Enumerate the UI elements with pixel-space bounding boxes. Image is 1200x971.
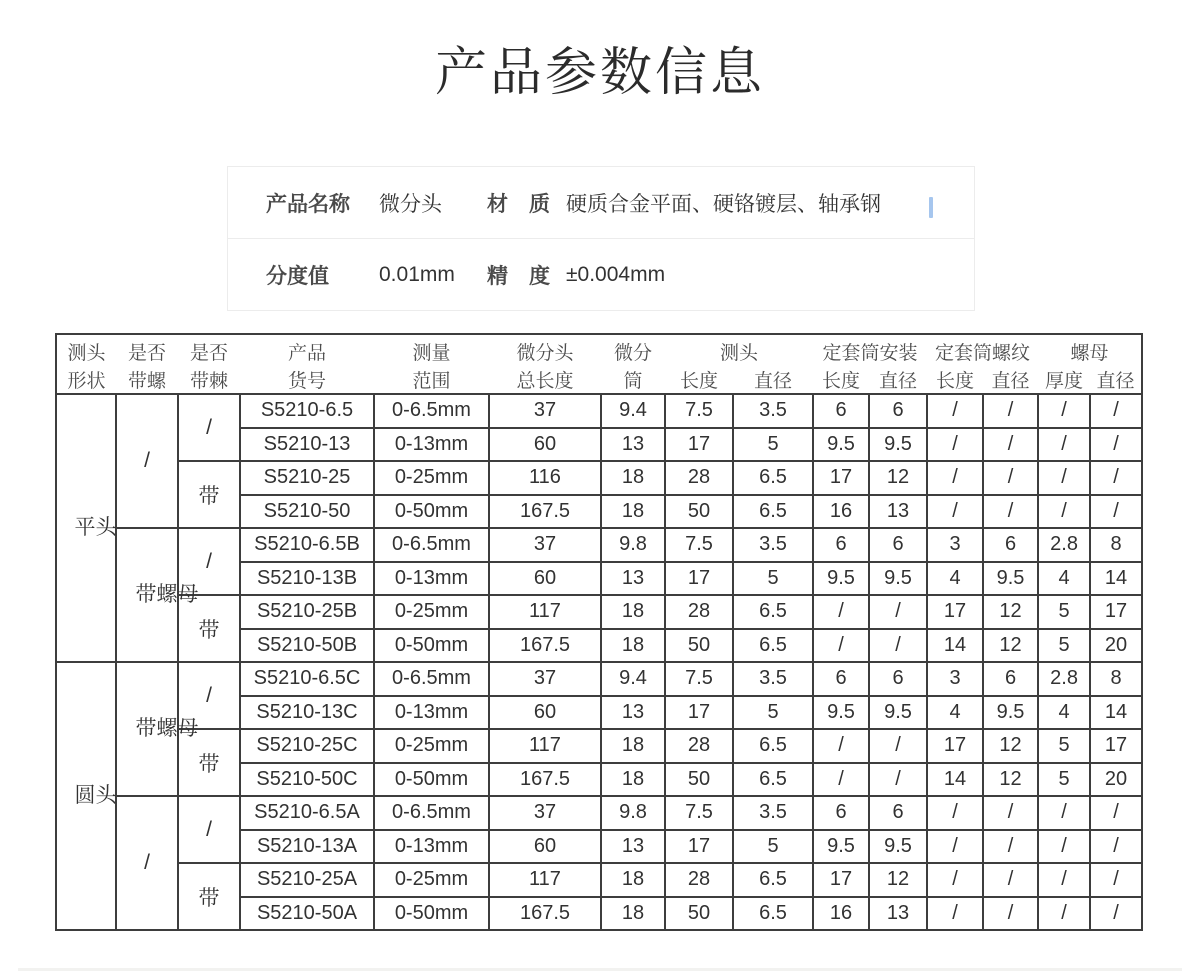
table-cell: 18 bbox=[601, 863, 665, 897]
table-cell: 6.5 bbox=[733, 595, 813, 629]
table-cell: 3 bbox=[927, 528, 983, 562]
table-cell: / bbox=[1090, 394, 1142, 428]
table-cell: 0-6.5mm bbox=[374, 528, 489, 562]
table-cell: 6.5 bbox=[733, 763, 813, 797]
table-cell: 37 bbox=[489, 528, 601, 562]
table-cell: 17 bbox=[665, 562, 733, 596]
table-cell: 50 bbox=[665, 897, 733, 931]
cell-product-code: S5210-50A bbox=[240, 897, 374, 931]
table-cell: 3 bbox=[927, 662, 983, 696]
table-cell: / bbox=[1038, 495, 1090, 529]
table-cell: 13 bbox=[601, 696, 665, 730]
table-cell: 6 bbox=[813, 796, 869, 830]
header-cell: 直径 bbox=[733, 366, 813, 394]
info-row-graduation-accuracy bbox=[228, 239, 974, 310]
table-cell: 20 bbox=[1090, 629, 1142, 663]
text-caret bbox=[929, 197, 933, 218]
table-cell: / bbox=[1038, 897, 1090, 931]
table-cell: 8 bbox=[1090, 662, 1142, 696]
table-cell: / bbox=[1038, 796, 1090, 830]
merged-cell-ratchet: / bbox=[178, 394, 240, 461]
table-cell: 0-50mm bbox=[374, 495, 489, 529]
table-cell: / bbox=[927, 428, 983, 462]
shape-label: 圆头 bbox=[74, 784, 117, 808]
table-cell: 5 bbox=[1038, 729, 1090, 763]
table-cell: 0-50mm bbox=[374, 897, 489, 931]
table-cell: 0-6.5mm bbox=[374, 796, 489, 830]
cell-product-code: S5210-25 bbox=[240, 461, 374, 495]
table-cell: 13 bbox=[869, 897, 927, 931]
table-cell: 6.5 bbox=[733, 729, 813, 763]
table-cell: / bbox=[1090, 830, 1142, 864]
table-cell: / bbox=[1038, 830, 1090, 864]
merged-cell-screw bbox=[116, 796, 178, 930]
table-cell: 0-25mm bbox=[374, 461, 489, 495]
table-cell: 18 bbox=[601, 461, 665, 495]
header-cell: 测量 bbox=[412, 343, 451, 364]
table-cell: / bbox=[983, 796, 1038, 830]
table-cell: 0-50mm bbox=[374, 629, 489, 663]
table-cell: 5 bbox=[733, 428, 813, 462]
table-cell: / bbox=[869, 629, 927, 663]
table-cell: 60 bbox=[489, 830, 601, 864]
table-cell: 167.5 bbox=[489, 629, 601, 663]
table-cell: 6.5 bbox=[733, 897, 813, 931]
table-cell: / bbox=[1090, 863, 1142, 897]
table-cell: 6.5 bbox=[733, 461, 813, 495]
merged-cell-ratchet: 带 bbox=[178, 729, 240, 796]
table-row bbox=[56, 662, 1142, 696]
table-cell: 0-13mm bbox=[374, 562, 489, 596]
table-cell: 13 bbox=[869, 495, 927, 529]
table-cell: / bbox=[1090, 796, 1142, 830]
merged-cell-screw bbox=[116, 394, 178, 528]
table-cell: / bbox=[927, 461, 983, 495]
material-label: 材 质 bbox=[487, 192, 550, 216]
table-cell: 17 bbox=[813, 863, 869, 897]
table-cell: 9.5 bbox=[813, 428, 869, 462]
table-cell: 16 bbox=[813, 897, 869, 931]
material-value: 硬质合金平面、硬铬镀层、轴承钢 bbox=[566, 192, 881, 216]
shape-label: 平头 bbox=[74, 516, 117, 540]
screw-label: 带螺母 bbox=[135, 583, 199, 607]
table-cell: 37 bbox=[489, 394, 601, 428]
header-cell: 是否 bbox=[127, 343, 166, 364]
table-cell: 5 bbox=[733, 696, 813, 730]
table-cell: 5 bbox=[733, 562, 813, 596]
merged-cell-ratchet: 带 bbox=[178, 461, 240, 528]
accuracy-label: 精 度 bbox=[487, 264, 550, 288]
cell-product-code: S5210-25A bbox=[240, 863, 374, 897]
table-cell: 0-25mm bbox=[374, 863, 489, 897]
table-cell: 20 bbox=[1090, 763, 1142, 797]
table-row bbox=[56, 796, 1142, 830]
table-cell: 17 bbox=[927, 729, 983, 763]
table-cell: 18 bbox=[601, 595, 665, 629]
table-cell: / bbox=[983, 428, 1038, 462]
table-cell: / bbox=[983, 394, 1038, 428]
table-cell: 17 bbox=[1090, 729, 1142, 763]
table-cell: 8 bbox=[1090, 528, 1142, 562]
table-cell: 5 bbox=[733, 830, 813, 864]
table-cell: 37 bbox=[489, 796, 601, 830]
table-cell: 6 bbox=[983, 662, 1038, 696]
table-cell: 9.4 bbox=[601, 394, 665, 428]
table-cell: / bbox=[1038, 394, 1090, 428]
table-cell: 6.5 bbox=[733, 863, 813, 897]
table-cell: 13 bbox=[601, 428, 665, 462]
table-cell: / bbox=[983, 830, 1038, 864]
header-cell: 直径 bbox=[983, 366, 1038, 394]
merged-cell-shape bbox=[56, 394, 116, 662]
table-cell: / bbox=[813, 629, 869, 663]
table-cell: 5 bbox=[1038, 629, 1090, 663]
table-cell: 37 bbox=[489, 662, 601, 696]
header-cell: 测头 bbox=[67, 343, 106, 364]
spec-table-wrap bbox=[55, 333, 1143, 931]
table-cell: 14 bbox=[927, 629, 983, 663]
table-cell: / bbox=[1038, 461, 1090, 495]
table-cell: 3.5 bbox=[733, 528, 813, 562]
cell-product-code: S5210-13B bbox=[240, 562, 374, 596]
table-cell: / bbox=[927, 394, 983, 428]
screw-label: / bbox=[144, 851, 150, 875]
table-cell: 17 bbox=[665, 428, 733, 462]
header-cell: 货号 bbox=[240, 366, 374, 394]
table-cell: 0-6.5mm bbox=[374, 394, 489, 428]
table-cell: 6 bbox=[983, 528, 1038, 562]
table-cell: / bbox=[1090, 428, 1142, 462]
cell-product-code: S5210-25B bbox=[240, 595, 374, 629]
table-cell: 4 bbox=[1038, 696, 1090, 730]
table-cell: 6.5 bbox=[733, 495, 813, 529]
table-cell: 2.8 bbox=[1038, 528, 1090, 562]
table-cell: / bbox=[983, 495, 1038, 529]
table-cell: 3.5 bbox=[733, 796, 813, 830]
table-cell: 9.8 bbox=[601, 796, 665, 830]
table-row bbox=[56, 863, 1142, 897]
table-cell: / bbox=[927, 830, 983, 864]
merged-cell-shape bbox=[56, 662, 116, 930]
header-group-probe: 测头 bbox=[720, 343, 759, 364]
table-cell: 18 bbox=[601, 763, 665, 797]
header-cell: 筒 bbox=[601, 366, 665, 394]
table-cell: / bbox=[813, 729, 869, 763]
table-cell: 50 bbox=[665, 763, 733, 797]
table-cell: 167.5 bbox=[489, 495, 601, 529]
table-cell: 0-50mm bbox=[374, 763, 489, 797]
header-row-bottom bbox=[56, 366, 1142, 394]
table-cell: 12 bbox=[869, 461, 927, 495]
table-cell: 12 bbox=[983, 629, 1038, 663]
table-cell: 6 bbox=[869, 394, 927, 428]
table-cell: / bbox=[869, 595, 927, 629]
table-cell: 16 bbox=[813, 495, 869, 529]
table-cell: 0-25mm bbox=[374, 595, 489, 629]
merged-cell-screw bbox=[116, 662, 199, 796]
table-cell: 28 bbox=[665, 863, 733, 897]
header-cell: 范围 bbox=[374, 366, 489, 394]
table-cell: / bbox=[983, 461, 1038, 495]
product-info-box bbox=[227, 166, 975, 311]
table-cell: 28 bbox=[665, 729, 733, 763]
table-cell: 9.8 bbox=[601, 528, 665, 562]
cell-product-code: S5210-50 bbox=[240, 495, 374, 529]
merged-cell-ratchet: / bbox=[178, 528, 240, 595]
header-cell: 直径 bbox=[1090, 366, 1142, 394]
cell-product-code: S5210-50B bbox=[240, 629, 374, 663]
table-cell: 60 bbox=[489, 696, 601, 730]
table-cell: 12 bbox=[983, 595, 1038, 629]
table-cell: 6.5 bbox=[733, 629, 813, 663]
table-cell: 9.5 bbox=[869, 696, 927, 730]
table-cell: 6 bbox=[869, 662, 927, 696]
table-cell: 116 bbox=[489, 461, 601, 495]
table-body bbox=[56, 394, 1142, 930]
table-cell: 17 bbox=[1090, 595, 1142, 629]
table-cell: 4 bbox=[927, 696, 983, 730]
cell-product-code: S5210-13A bbox=[240, 830, 374, 864]
header-cell: 微分 bbox=[613, 343, 652, 364]
table-cell: 6 bbox=[869, 528, 927, 562]
screw-label: 带螺母 bbox=[135, 717, 199, 741]
table-cell: / bbox=[927, 897, 983, 931]
table-cell: 28 bbox=[665, 461, 733, 495]
table-cell: / bbox=[983, 897, 1038, 931]
table-cell: 28 bbox=[665, 595, 733, 629]
table-cell: 9.5 bbox=[813, 696, 869, 730]
table-cell: 9.5 bbox=[813, 830, 869, 864]
table-cell: / bbox=[813, 763, 869, 797]
table-cell: / bbox=[1090, 461, 1142, 495]
table-cell: 7.5 bbox=[665, 662, 733, 696]
table-cell: 17 bbox=[665, 696, 733, 730]
header-cell: 直径 bbox=[869, 366, 927, 394]
table-cell: 60 bbox=[489, 428, 601, 462]
header-group-sleeve-thread: 定套筒螺纹 bbox=[935, 343, 1031, 364]
table-cell: / bbox=[927, 863, 983, 897]
cell-product-code: S5210-25C bbox=[240, 729, 374, 763]
cell-product-code: S5210-6.5B bbox=[240, 528, 374, 562]
table-cell: 117 bbox=[489, 729, 601, 763]
header-group-sleeve-install: 定套筒安装 bbox=[822, 343, 918, 364]
table-cell: / bbox=[813, 595, 869, 629]
header-cell: 带棘 bbox=[178, 366, 240, 394]
table-cell: / bbox=[1090, 897, 1142, 931]
table-cell: 7.5 bbox=[665, 796, 733, 830]
cell-product-code: S5210-6.5A bbox=[240, 796, 374, 830]
accuracy-value: ±0.004mm bbox=[566, 262, 666, 286]
table-row bbox=[56, 729, 1142, 763]
table-cell: 6 bbox=[869, 796, 927, 830]
table-cell: 12 bbox=[983, 763, 1038, 797]
spec-table bbox=[55, 333, 1143, 931]
table-cell: / bbox=[927, 495, 983, 529]
merged-cell-ratchet: / bbox=[178, 662, 240, 729]
header-cell: 产品 bbox=[287, 343, 326, 364]
merged-cell-screw bbox=[116, 528, 199, 662]
table-cell: 0-13mm bbox=[374, 830, 489, 864]
table-row bbox=[56, 528, 1142, 562]
info-row-name-material bbox=[228, 167, 974, 239]
table-cell: 12 bbox=[983, 729, 1038, 763]
table-cell: / bbox=[869, 763, 927, 797]
header-cell: 长度 bbox=[927, 366, 983, 394]
header-cell: 微分头 bbox=[516, 343, 574, 364]
screw-label: / bbox=[144, 449, 150, 473]
table-cell: 6 bbox=[813, 394, 869, 428]
header-cell: 总长度 bbox=[489, 366, 601, 394]
table-cell: 17 bbox=[927, 595, 983, 629]
table-cell: 9.5 bbox=[983, 696, 1038, 730]
table-cell: 9.5 bbox=[869, 830, 927, 864]
product-name-label: 产品名称 bbox=[266, 192, 350, 216]
table-cell: 14 bbox=[927, 763, 983, 797]
table-cell: 2.8 bbox=[1038, 662, 1090, 696]
header-cell: 长度 bbox=[813, 366, 869, 394]
merged-cell-ratchet: / bbox=[178, 796, 240, 863]
header-cell: 带螺 bbox=[116, 366, 178, 394]
graduation-value: 0.01mm bbox=[379, 262, 455, 286]
table-cell: 18 bbox=[601, 629, 665, 663]
header-group-nut: 螺母 bbox=[1070, 343, 1109, 364]
table-cell: 17 bbox=[665, 830, 733, 864]
table-cell: 7.5 bbox=[665, 394, 733, 428]
table-cell: 7.5 bbox=[665, 528, 733, 562]
table-cell: 18 bbox=[601, 729, 665, 763]
table-cell: 13 bbox=[601, 830, 665, 864]
table-cell: / bbox=[869, 729, 927, 763]
table-cell: 4 bbox=[1038, 562, 1090, 596]
header-row-top bbox=[56, 334, 1142, 366]
table-cell: 50 bbox=[665, 629, 733, 663]
product-name-value: 微分头 bbox=[379, 192, 442, 216]
table-cell: / bbox=[1038, 863, 1090, 897]
table-cell: 9.5 bbox=[869, 562, 927, 596]
table-cell: 0-13mm bbox=[374, 696, 489, 730]
table-cell: 50 bbox=[665, 495, 733, 529]
table-cell: 12 bbox=[869, 863, 927, 897]
table-row bbox=[56, 461, 1142, 495]
table-row bbox=[56, 394, 1142, 428]
table-cell: 117 bbox=[489, 863, 601, 897]
table-cell: / bbox=[927, 796, 983, 830]
table-cell: 60 bbox=[489, 562, 601, 596]
header-cell: 形状 bbox=[56, 366, 116, 394]
table-cell: 5 bbox=[1038, 763, 1090, 797]
table-cell: 18 bbox=[601, 897, 665, 931]
cell-product-code: S5210-6.5 bbox=[240, 394, 374, 428]
header-cell: 长度 bbox=[665, 366, 733, 394]
header-cell: 厚度 bbox=[1038, 366, 1090, 394]
table-cell: 6 bbox=[813, 528, 869, 562]
table-cell: 3.5 bbox=[733, 662, 813, 696]
graduation-label: 分度值 bbox=[266, 264, 329, 288]
table-cell: 0-6.5mm bbox=[374, 662, 489, 696]
table-cell: 9.5 bbox=[983, 562, 1038, 596]
table-cell: / bbox=[1038, 428, 1090, 462]
table-cell: 14 bbox=[1090, 562, 1142, 596]
merged-cell-ratchet: 带 bbox=[178, 595, 240, 662]
table-cell: 5 bbox=[1038, 595, 1090, 629]
table-cell: 14 bbox=[1090, 696, 1142, 730]
table-cell: 9.5 bbox=[813, 562, 869, 596]
merged-cell-ratchet: 带 bbox=[178, 863, 240, 930]
table-cell: 167.5 bbox=[489, 897, 601, 931]
table-cell: 0-13mm bbox=[374, 428, 489, 462]
cell-product-code: S5210-50C bbox=[240, 763, 374, 797]
table-cell: 167.5 bbox=[489, 763, 601, 797]
table-cell: 3.5 bbox=[733, 394, 813, 428]
table-cell: / bbox=[1090, 495, 1142, 529]
table-cell: 9.5 bbox=[869, 428, 927, 462]
table-header bbox=[56, 334, 1142, 394]
table-cell: 117 bbox=[489, 595, 601, 629]
cell-product-code: S5210-13C bbox=[240, 696, 374, 730]
table-cell: 4 bbox=[927, 562, 983, 596]
table-cell: 6 bbox=[813, 662, 869, 696]
table-cell: 18 bbox=[601, 495, 665, 529]
table-cell: 9.4 bbox=[601, 662, 665, 696]
table-row bbox=[56, 595, 1142, 629]
cell-product-code: S5210-13 bbox=[240, 428, 374, 462]
page-title: 产品参数信息 bbox=[434, 44, 765, 102]
cell-product-code: S5210-6.5C bbox=[240, 662, 374, 696]
table-cell: 0-25mm bbox=[374, 729, 489, 763]
header-cell: 是否 bbox=[189, 343, 228, 364]
table-cell: / bbox=[983, 863, 1038, 897]
table-cell: 13 bbox=[601, 562, 665, 596]
table-cell: 17 bbox=[813, 461, 869, 495]
